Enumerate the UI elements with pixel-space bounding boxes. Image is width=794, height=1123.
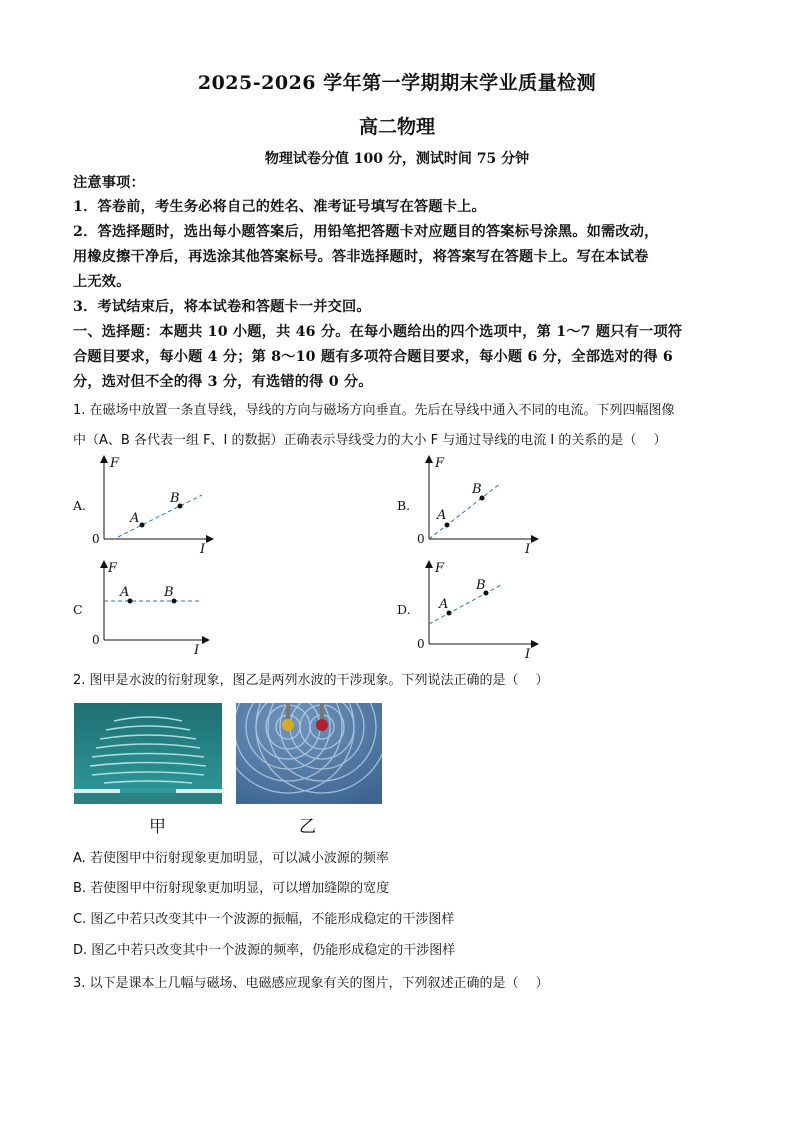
- q1-stem-line-2: 中（A、B 各代表一组 F、I 的数据）正确表示导线受力的大小 F 与通过导线的电流 I 的关系的是（ ）: [73, 433, 667, 448]
- graph-c-label-a: A: [120, 585, 130, 600]
- graph-c-origin: 0: [92, 633, 100, 647]
- section1-line-3: 分，选对但不全的得 3 分，有选错的得 0 分。: [73, 374, 373, 390]
- graph-a-point-a: [140, 523, 145, 528]
- graph-d-label-b: B: [476, 578, 486, 593]
- q1-graph-a: [88, 455, 218, 555]
- graph-c-label-b: B: [164, 585, 174, 600]
- graph-a-axis-y-label: F: [110, 456, 120, 471]
- q1-option-b-label[interactable]: B.: [397, 498, 411, 513]
- exam-info: 物理试卷分值 100 分，测试时间 75 分钟: [264, 151, 530, 167]
- q2-caption-right: 乙: [299, 817, 316, 837]
- notes-line-2a: 2．答选择题时，选出每小题答案后，用铅笔把答题卡对应题目的答案标号涂黑。如需改动，: [73, 224, 659, 240]
- q2-option-b[interactable]: B. 若使图甲中衍射现象更加明显，可以增加缝隙的宽度: [73, 881, 390, 896]
- q1-option-a-label[interactable]: A.: [73, 498, 87, 513]
- q3-stem: 3. 以下是课本上几幅与磁场、电磁感应现象有关的图片，下列叙述正确的是（ ）: [73, 976, 549, 991]
- q2-option-c[interactable]: C. 图乙中若只改变其中一个波源的振幅，不能形成稳定的干涉图样: [73, 912, 455, 927]
- q2-caption-left: 甲: [149, 817, 166, 837]
- exam-title: 2025-2026 学年第一学期期末学业质量检测: [197, 72, 597, 94]
- q2-diffraction-photo: [74, 703, 222, 804]
- graph-a-origin: 0: [92, 532, 100, 546]
- notes-heading: 注意事项：: [73, 175, 145, 191]
- graph-b-point-a: [445, 523, 450, 528]
- exam-subject: 高二物理: [358, 116, 435, 138]
- graph-d-label-a: A: [439, 597, 449, 612]
- section1-line-1: 一、选择题：本题共 10 小题，共 46 分。在每小题给出的四个选项中，第 1～7 题只有一项符: [73, 324, 683, 340]
- graph-d-origin: 0: [417, 637, 425, 651]
- q1-option-d-label[interactable]: D.: [397, 602, 411, 617]
- graph-c-axis-y-label: F: [108, 561, 118, 576]
- q1-option-c-label[interactable]: C: [73, 602, 83, 617]
- graph-b-label-a: A: [437, 508, 447, 523]
- graph-b-axis-x-label: I: [525, 542, 531, 557]
- notes-line-3: 3．考试结束后，将本试卷和答题卡一并交回。: [73, 299, 371, 315]
- graph-a-label-a: A: [130, 511, 140, 526]
- graph-a-label-b: B: [170, 491, 180, 506]
- q1-graph-c: [88, 560, 218, 660]
- graph-d-axis-x-label: I: [525, 647, 531, 662]
- q1-graph-d: [413, 560, 543, 660]
- q2-option-a[interactable]: A. 若使图甲中衍射现象更加明显，可以减小波源的频率: [73, 851, 389, 866]
- section1-line-2: 合题目要求，每小题 4 分；第 8～10 题有多项符合题目要求，每小题 6 分，全部选对的得 6: [73, 349, 673, 365]
- graph-d-axis-y-label: F: [435, 561, 445, 576]
- q2-stem: 2. 图甲是水波的衍射现象，图乙是两列水波的干涉现象。下列说法正确的是（ ）: [73, 673, 549, 688]
- q1-graph-b: [413, 455, 543, 555]
- notes-line-1: 1．答卷前，考生务必将自己的姓名、准考证号填写在答题卡上。: [73, 199, 486, 215]
- graph-b-origin: 0: [417, 532, 425, 546]
- q2-interference-photo: [236, 703, 382, 804]
- q2-option-d[interactable]: D. 图乙中若只改变其中一个波源的频率，仍能形成稳定的干涉图样: [73, 943, 456, 958]
- graph-b-axis-y-label: F: [435, 456, 445, 471]
- notes-line-2b: 用橡皮擦干净后，再选涂其他答案标号。答非选择题时，将答案写在答题卡上。写在本试卷: [73, 249, 649, 265]
- graph-c-axis-x-label: I: [194, 643, 200, 658]
- notes-line-2c: 上无效。: [73, 274, 131, 290]
- q1-stem-line-1: 1. 在磁场中放置一条直导线，导线的方向与磁场方向垂直。先后在导线中通入不同的电流。下列四幅图像: [73, 403, 675, 418]
- graph-a-axis-x-label: I: [200, 542, 206, 557]
- graph-b-label-b: B: [472, 482, 482, 497]
